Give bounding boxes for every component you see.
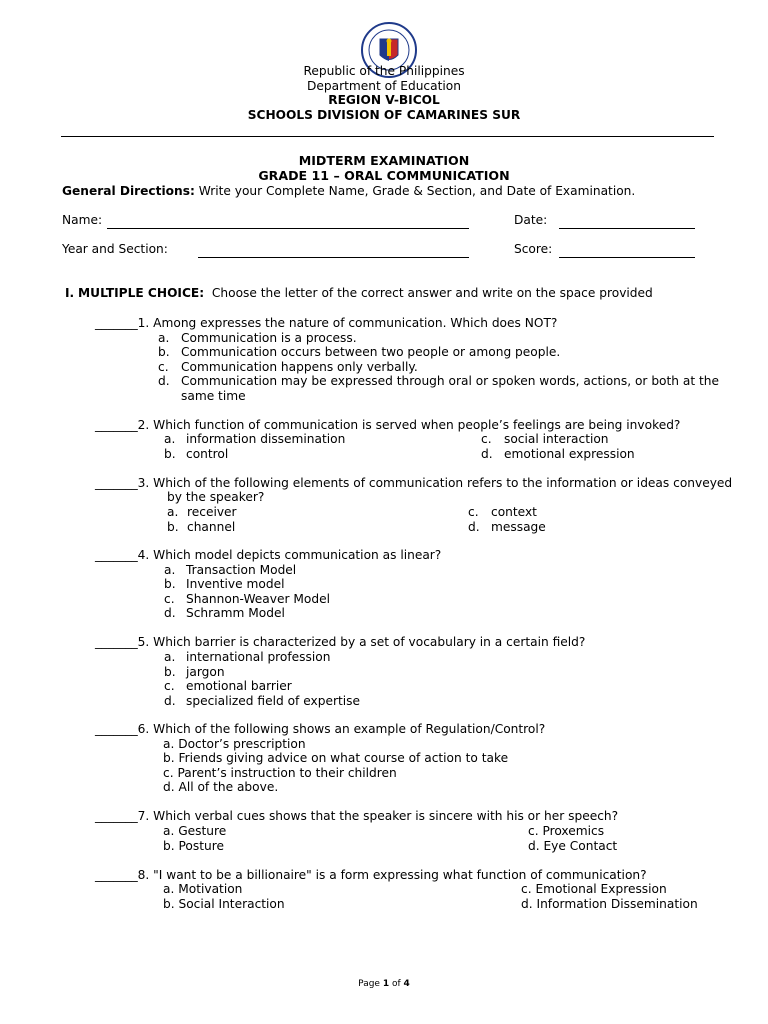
q7-opt-d: d. Eye Contact <box>528 839 618 853</box>
question-8-stem: _______8. "I want to be a billionaire" is a form expressing what function of communication? <box>95 868 647 882</box>
q1-opt-a-text: Communication is a process. <box>181 331 357 345</box>
page-number <box>0 979 768 989</box>
answer-blank-7[interactable]: _______ <box>95 809 138 823</box>
q4-opt-c-letter: c. <box>164 592 175 606</box>
question-4-stem: _______4. Which model depicts communication as linear? <box>95 548 442 562</box>
question-6-stem: _______6. Which of the following shows an example of Regulation/Control? <box>95 722 546 736</box>
q2-opt-a-letter: a. <box>164 432 176 446</box>
division-line: SCHOOLS DIVISION OF CAMARINES SUR <box>247 108 521 122</box>
general-directions <box>62 184 635 198</box>
q5-opt-a-letter: a. <box>164 650 176 664</box>
answer-blank-1[interactable]: _______ <box>95 316 138 330</box>
directions-label: General Directions: <box>62 184 195 198</box>
q5-opt-b-letter: b. <box>164 665 176 679</box>
date-field[interactable] <box>559 228 695 229</box>
score-field[interactable] <box>559 257 695 258</box>
q3-opt-c-text: context <box>491 505 537 519</box>
q8-opt-d: d. Information Dissemination <box>521 897 698 911</box>
question-2-stem: _______2. Which function of communication is served when people’s feelings are being invoked? <box>95 418 681 432</box>
date-label: Date: <box>514 213 548 227</box>
q6-opt-c: c. Parent’s instruction to their children <box>163 766 397 780</box>
q6-opt-d: d. All of the above. <box>163 780 279 794</box>
region-line: REGION V-BICOL <box>328 93 440 107</box>
page-total: 4 <box>403 979 410 989</box>
q4-opt-c-text: Shannon-Weaver Model <box>186 592 330 606</box>
q1-opt-d-text-cont: same time <box>181 389 246 403</box>
part1-num: I. <box>65 286 75 300</box>
q1-opt-d-letter: d. <box>158 374 170 388</box>
question-5-stem: _______5. Which barrier is characterized by a set of vocabulary in a certain field? <box>95 635 586 649</box>
answer-blank-8[interactable]: _______ <box>95 868 138 882</box>
q5-opt-d-text: specialized field of expertise <box>186 694 360 708</box>
q3-opt-b-letter: b. <box>167 520 179 534</box>
page-current: 1 <box>382 979 390 989</box>
question-1-stem: _______1. Among expresses the nature of communication. Which does NOT? <box>95 316 558 330</box>
section-label: Year and Section: <box>62 242 168 256</box>
question-3-stem-cont: by the speaker? <box>167 490 265 504</box>
exam-subtitle: GRADE 11 – ORAL COMMUNICATION <box>258 168 510 183</box>
q6-opt-b: b. Friends giving advice on what course of action to take <box>163 751 509 765</box>
q4-opt-a-text: Transaction Model <box>186 563 297 577</box>
q5-opt-b-text: jargon <box>186 665 225 679</box>
q3-opt-a-text: receiver <box>187 505 237 519</box>
answer-blank-2[interactable]: _______ <box>95 418 138 432</box>
answer-blank-6[interactable]: _______ <box>95 722 138 736</box>
q1-opt-c-letter: c. <box>158 360 169 374</box>
page-word: Page <box>358 979 380 989</box>
q6-opt-a: a. Doctor’s prescription <box>163 737 306 751</box>
q8-opt-b: b. Social Interaction <box>163 897 285 911</box>
q8-opt-a: a. Motivation <box>163 882 243 896</box>
q4-opt-b-letter: b. <box>164 577 176 591</box>
of-word: of <box>391 979 401 989</box>
q1-opt-b-letter: b. <box>158 345 170 359</box>
q2-opt-b-letter: b. <box>164 447 176 461</box>
q4-opt-d-text: Schramm Model <box>186 606 285 620</box>
name-label: Name: <box>62 213 103 227</box>
q7-opt-c: c. Proxemics <box>528 824 605 838</box>
q4-opt-a-letter: a. <box>164 563 176 577</box>
q2-opt-c-letter: c. <box>481 432 492 446</box>
q1-opt-d-text: Communication may be expressed through oral or spoken words, actions, or both at the <box>181 374 720 388</box>
department-line: Department of Education <box>307 79 461 93</box>
q1-opt-c-text: Communication happens only verbally. <box>181 360 418 374</box>
score-label: Score: <box>514 242 553 256</box>
republic-line: Republic of the Philippines <box>303 64 465 78</box>
q1-opt-b-text: Communication occurs between two people or among people. <box>181 345 561 359</box>
q2-opt-b-text: control <box>186 447 229 461</box>
question-3-stem: _______3. Which of the following elements of communication refers to the information or ideas conveyed <box>95 476 733 490</box>
q4-opt-b-text: Inventive model <box>186 577 285 591</box>
q7-opt-a: a. Gesture <box>163 824 227 838</box>
q4-opt-d-letter: d. <box>164 606 176 620</box>
q3-opt-c-letter: c. <box>468 505 479 519</box>
directions-text: Write your Complete Name, Grade & Section, and Date of Examination. <box>194 184 636 198</box>
q5-opt-c-letter: c. <box>164 679 175 693</box>
q5-opt-a-text: international profession <box>186 650 331 664</box>
part1-instructions: Choose the letter of the correct answer and write on the space provided <box>211 286 653 300</box>
q2-opt-a-text: information dissemination <box>186 432 346 446</box>
name-field[interactable] <box>107 228 469 229</box>
q7-opt-b: b. Posture <box>163 839 224 853</box>
exam-title: MIDTERM EXAMINATION <box>298 153 470 168</box>
header-divider <box>61 136 714 137</box>
part1-label: MULTIPLE CHOICE: <box>78 286 205 300</box>
q8-opt-c: c. Emotional Expression <box>521 882 667 896</box>
answer-blank-5[interactable]: _______ <box>95 635 138 649</box>
question-7-stem: _______7. Which verbal cues shows that the speaker is sincere with his or her speech? <box>95 809 619 823</box>
q3-opt-a-letter: a. <box>167 505 179 519</box>
q3-opt-b-text: channel <box>187 520 236 534</box>
q2-opt-d-text: emotional expression <box>504 447 635 461</box>
part1-heading <box>65 286 653 300</box>
q5-opt-c-text: emotional barrier <box>186 679 292 693</box>
answer-blank-3[interactable]: _______ <box>95 476 138 490</box>
q1-opt-a-letter: a. <box>158 331 170 345</box>
q2-opt-d-letter: d. <box>481 447 493 461</box>
q5-opt-d-letter: d. <box>164 694 176 708</box>
q3-opt-d-letter: d. <box>468 520 480 534</box>
section-field[interactable] <box>198 257 469 258</box>
q3-opt-d-text: message <box>491 520 546 534</box>
q2-opt-c-text: social interaction <box>504 432 609 446</box>
answer-blank-4[interactable]: _______ <box>95 548 138 562</box>
